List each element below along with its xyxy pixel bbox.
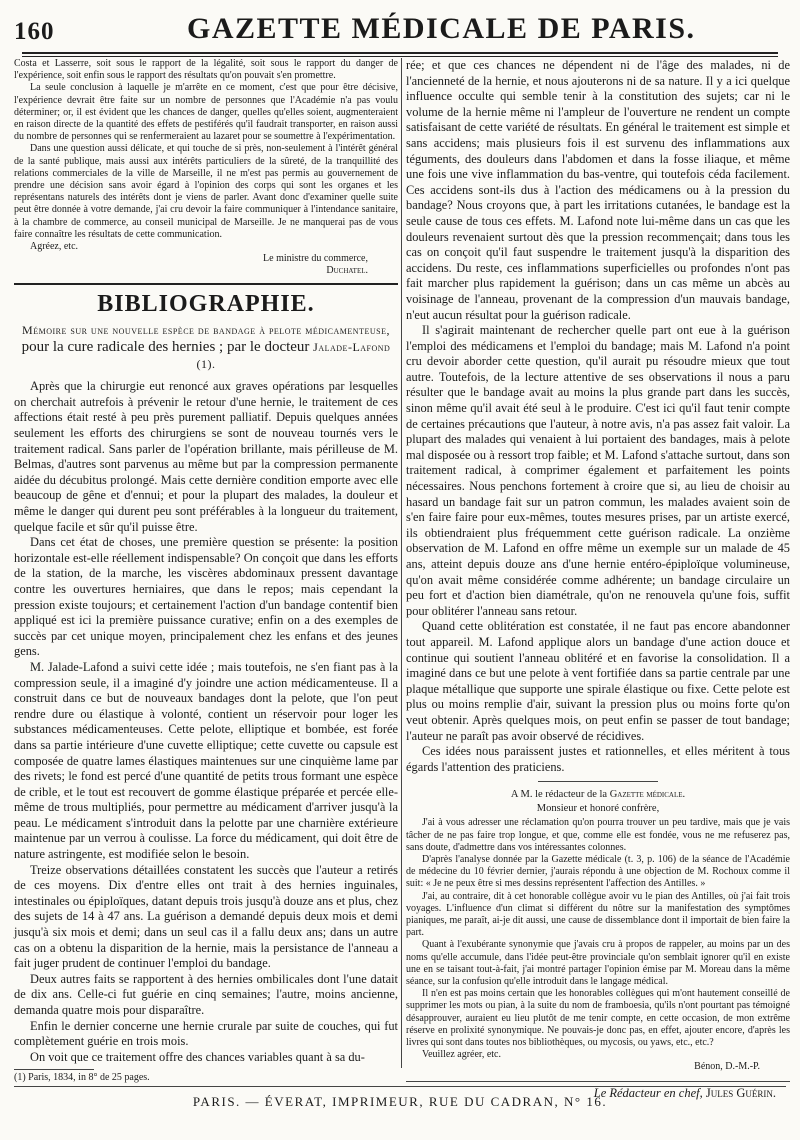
page-header xyxy=(12,10,788,52)
column-divider xyxy=(401,58,402,1068)
text-columns xyxy=(14,58,790,1101)
letter-paragraph: D'après l'analyse donnée par la Gazette médicale (t. 3, p. 106) de la séance de l'Académie de médecine du 10 février dernier, j'aurais répondu à une objection de M. Rochoux comme il suit: « Je ne peux être si mes dessins représentent l'affection des Antilles. » xyxy=(406,853,790,890)
memoir-title xyxy=(14,322,398,373)
letter-signature: Bénon, D.-M.-P. xyxy=(694,1061,760,1073)
review-body xyxy=(14,379,398,1065)
letter-heading-journal: Gazette médicale. xyxy=(609,789,686,801)
page-number: 160 xyxy=(14,18,55,45)
letter-paragraph: J'ai, au contraire, dit à cet honorable collègue avoir vu le pian des Antilles, où j'ai fait trois voyages. L'influence d'un climat si différent du nôtre sur la manifestation des symptômes pianiques, me paraît, ai-je dit aussi, une cause de dissemblance dont il importait de bien faire la part. xyxy=(406,890,790,939)
minister-name: Duchatel. xyxy=(326,265,368,277)
review-continuation xyxy=(406,58,790,775)
review-paragraph: Il s'agirait maintenant de rechercher quelle part ont eue à la guérison l'emploi des médicamens et l'emploi du bandage; mais M. Lafond n'a point cru devoir aborder cette question, qu'il aurait pu résoudre mieux que tout autre. Toutefois, de la lecture attentive de ses observations il nous a paru résulter que le bandage avait au moins la plus grande part dans les succès, sinon même qu'il avait été seul à le produire. C'est ici qu'il faut tenir compte de certaines précautions que l'auteur, à notre avis, n'a pas assez fait valoir. La plupart des malades qui venaient à lui portaient des bandages, mais à pelote mal disposée ou à ressort trop faible; et M. Lafond s'attache surtout, dans son traitement radical, à comprimer également et parfaitement les points nécessaires. Nous penchons fortement à croire que si, au lieu de choisir au hasard un bandage fait sur un patron commun, les malades avaient soin de s'en faire faire pour eux-mêmes, toutes mesures prises, par un artiste exercé, ils obtiendraient plus fréquemment cette guérison radicale. La onzième observation de M. Lafond en offre même un exemple sur un malade de 45 ans, atteint depuis douze ans d'une hernie entéro-épiploïque volumineuse, qu'on avait même considérée comme adhérente; un bandage circulaire un peu fort et d'action bien diamétrale, qu'on ne renouvela qu'une fois, suffit pour oblitérer l'anneau sans retour. xyxy=(406,323,790,618)
letter-paragraph: Quant à l'exubérante synonymie que j'avais cru à propos de rappeler, au moins par un des noms qu'elle accumule, dans l'idée peut-être provinciale qu'on semblait ignorer qu'il en existe une en se taisant tout-à-fait, j'ai montré partager l'opinion émise par M. Moreau dans la même séance, sur la confusion qu'elle introduit dans le langage médical. xyxy=(406,939,790,987)
letter-rule xyxy=(538,781,658,782)
letter-paragraph: Veuillez agréer, etc. xyxy=(422,1049,501,1061)
footer-rule xyxy=(14,1086,786,1087)
minister-signature-title: Le ministre du commerce, xyxy=(263,253,368,265)
footnote-rule xyxy=(14,1069,94,1070)
review-paragraph: Treize observations détaillées constatent les succès que l'auteur a retirés de ces moyens. Dix d'entre elles ont trait à des hernies inguinales, intestinales ou épiploïques, datant depuis trois jusqu'à douze ans et plus, chez des sujets de 14 à 47 ans. La guérison a demandé depuis deux mois et demi jusqu'à six mois et demi; dans un seul cas il a fallu deux ans; dans un autre cas on a obtenu la disparition de la hernie, mais la persistance de l'anneau a fait juger prudent de continuer l'emploi du bandage. xyxy=(14,862,398,971)
footnote: (1) Paris, 1834, in 8° de 25 pages. xyxy=(14,1072,150,1084)
editor-name: Jules Guérin. xyxy=(705,1086,776,1101)
header-rule xyxy=(22,52,778,57)
left-column xyxy=(14,58,398,1084)
review-paragraph: Ces idées nous paraissent justes et rationnelles, et elles méritent à tous égards l'attention des praticiens. xyxy=(406,744,790,774)
right-column xyxy=(406,58,790,1101)
letter-paragraph: La seule conclusion à laquelle je m'arrête en ce moment, c'est que pour être décisive, l'expérience devrait être faite sur un nombre de personnes que l'Académie n'a pas voulu déterminer; or, il est évident que les chances de danger, quelles qu'elles soient, augmenteraient en raison directe de la quantité des effets de pestiférés qu'il faudrait transporter, en raison aussi du nombre de personnes qui se renfermeraient au lazaret pour se soumettre à l'expérimentation. xyxy=(14,82,398,143)
letter-greeting: Monsieur et honoré confrère, xyxy=(536,803,660,815)
letter-paragraph: Il n'en est pas moins certain que les honorables collègues qui m'ont hautement conseillé de supprimer les mots ou pian, à la suite du nom de framboesia, qu'ils n'ont pourtant pas témoigné désapprouver, auraient eu lieu plutôt de me tenir compte, en cette occasion, de mon extrême réserve en prolixité synonymique. Ne pouvais-je donc pas, en effet, ajouter encore, d'après les livres qui sont dans toutes nos bibliothèques, ou mycosis, ou yaws, etc., etc.? xyxy=(406,988,790,1048)
letter-closing: Agréez, etc. xyxy=(30,241,79,253)
editor-prefix: Le Rédacteur en chef, xyxy=(593,1086,703,1101)
memoir-title-rest: pour la cure radicale des hernies ; par le docteur xyxy=(21,339,310,356)
review-paragraph: Deux autres faits se rapportent à des hernies ombilicales dont l'une datait de dix ans. Celle-ci fut guérie en cinq semaines; l'autre, moins ancienne, demanda quatre mois pour disparaître. xyxy=(14,971,398,1017)
section-heading: BIBLIOGRAPHIE. xyxy=(97,291,315,318)
reader-letter xyxy=(406,817,790,1073)
memoir-author: Jalade-Lafond (1). xyxy=(196,340,391,372)
review-paragraph: Dans cet état de choses, une première question se présente: la position horizontale est-elle réellement indispensable? On conçoit que dans les efforts de la station, de la marche, les viscères abdominaux pressent davantage contre les ouvertures herniaires, que dans le repos; mais cependant la pression existe toujours; et certainement l'action d'un bandage contentif bien appliqué est ici la première puissance curative; enfin on a des exemples de succès par cet unique moyen, principalement chez les enfans et des jeunes gens. xyxy=(14,535,398,659)
review-paragraph: Enfin le dernier concerne une hernie crurale par suite de couches, qui fut complètement guérie en trois mois. xyxy=(14,1018,398,1049)
review-paragraph: Après que la chirurgie eut renoncé aux graves opérations par lesquelles on cherchait autrefois à prévenir le retour d'une hernie, le traitement de ces affections était resté à peu près purement palliatif. Depuis quelques années seulement les efforts des chirurgiens se sont de nouveau tournés vers le traitement radical. Sans parler de l'opération brillante, mais périlleuse de M. Belmas, d'autres sont parvenus au même but par la compression permanente aidée du décubitus prolongé. Mais cette dernière condition emporte avec elle beaucoup de gêne et d'ennui; et pour la plupart des malades, la douleur et même le danger qui durent peu sont préférables à la longueur du traitement, quelque facile et sûr qu'il puisse être. xyxy=(14,379,398,534)
printer-imprint: PARIS. — ÉVERAT, IMPRIMEUR, RUE DU CADRAN, N° 16. xyxy=(192,1094,608,1109)
letter-heading-prefix: A M. le rédacteur de la xyxy=(510,789,608,801)
ministerial-letter xyxy=(14,58,398,277)
review-paragraph: M. Jalade-Lafond a suivi cette idée ; mais toutefois, ne s'en fiant pas à la compression seule, il a imaginé d'y joindre une action médicamenteuse. Il a construit dans ce but de nouveaux bandages dont la pelote, que l'on peut rendre dure ou élastique à volonté, contient un réservoir pour loger les substances médicamenteuses. Cette pelote, elliptique et bombée, est forée dans sa partie intérieure d'une cuvette elliptique; cette cuvette ou capsule est composée de quatre lames élastiques maintenues sur une cinquième lame par des rivets; le fond est percé d'une quantité de petits trous formant une espèce de crible, et le tout est recouvert de gomme élastique préparée et percée elle-même de trous multipliés, pour permettre au médicament d'arriver jusqu'à la peau. Le médicament s'introduit dans la pelotte par une charnière extérieure maintenue par un verrou à coulisse. La force du médicament, qui doit être de nature astringente, est modifiée selon le besoin. xyxy=(14,659,398,862)
letter-paragraph: J'ai à vous adresser une réclamation qu'on pourra trouver un peu tardive, mais que je vais tâcher de ne pas faire trop longue, et que, comme elle est fondée, vous ne me refuserez pas, sans doute, d'admettre dans vos intéressantes colonnes. xyxy=(406,817,790,853)
review-paragraph: Quand cette oblitération est constatée, il ne faut pas encore abandonner tout appareil. M. Lafond applique alors un bandage d'une action douce et continue qui soutient l'anneau oblitéré et en favorise la consolidation. Il a imaginé dans ce but une pelote à vent fortifiée dans sa partie centrale par une plaque métallique que supporte une spirale élastique ou fixe. Cette pelote est plus ou moins remplie d'air, suivant la pression plus ou moins forte qu'on veut obtenir. Après quelques mois, on peut enfin se passer de tout bandage; l'auteur ne paraît pas avoir observé de récidives. xyxy=(406,619,790,743)
journal-title: GAZETTE MÉDICALE DE PARIS. xyxy=(187,12,696,45)
section-rule xyxy=(14,283,398,285)
review-paragraph: rée; et que ces chances ne dépendent ni de l'âge des malades, ni de l'ancienneté de la hernie, et nous ajouterons ni de sa nature. Il y a ici quelque influence occulte qui semble tenir à la constitution des sujets; car ni le volume de la hernie même ni l'ampleur de l'ouverture ne rendent un compte satisfaisant de cette variété de résultats. En général le traitement est simple et sans accidens; mais plusieurs fois il est survenu des inflammations aux téguments, des douleurs dans l'abdomen et dans la fosse iliaque, et même une fois une vive inflammation du bas-ventre, qui toutefois céda facilement. Ces accidens sont-ils dus à l'action des médicamens ou à la pression du bandage? Nous croyons que, à part les irritations cutanées, le bandage est la seule cause de tous ces effets. M. Lafond note lui-même dans un cas que les douleurs revenaient surtout dès que la pression recommençait; dans tous les cas on conçoit qu'il faut suspendre le traitement jusqu'à la disparition des accidens. Du reste, ces inflammations superficielles ou profondes n'ont pas fait marcher plus rapidement la guérison; dans un cas même un abcès au voisinage de l'anneau, provenant de la compression d'un mauvais bandage, n'eut aucun résultat pour la guérison radicale. xyxy=(406,58,790,322)
review-paragraph: On voit que ce traitement offre des chances variables quant à sa du- xyxy=(30,1049,365,1064)
memoir-title-smallcaps: Mémoire sur une nouvelle espèce de bandage à pelote médicamenteuse, xyxy=(22,323,390,338)
letter-paragraph: Costa et Lasserre, soit sous le rapport de la légalité, soit sous le rapport du danger de l'expérience, soit enfin sous le rapport des résultats qu'on pouvait s'en promettre. xyxy=(14,58,398,82)
letter-heading xyxy=(406,788,790,801)
letter-paragraph: Dans une question aussi délicate, et qui touche de si près, non-seulement à l'intérêt général de la santé publique, mais aussi aux intérêts particuliers de la sûreté, de la tranquillité des relations commerciales de la ville de Marseille, il ne m'est pas permis au gouvernement de prendre une décision sans avoir égard à l'opinion des corps qui sont les organes et les représentans naturels des intérêts dont je viens de parler. Avant donc d'examiner quelle suite peut être donnée à votre demande, j'ai cru devoir la faire communiquer à l'intendance sanitaire, à la chambre de commerce, au conseil municipal de Marseille. Je ne manquerai pas de vous faire connaître les résultats de cette communication. xyxy=(14,143,398,240)
minister-signature-name xyxy=(14,265,398,277)
